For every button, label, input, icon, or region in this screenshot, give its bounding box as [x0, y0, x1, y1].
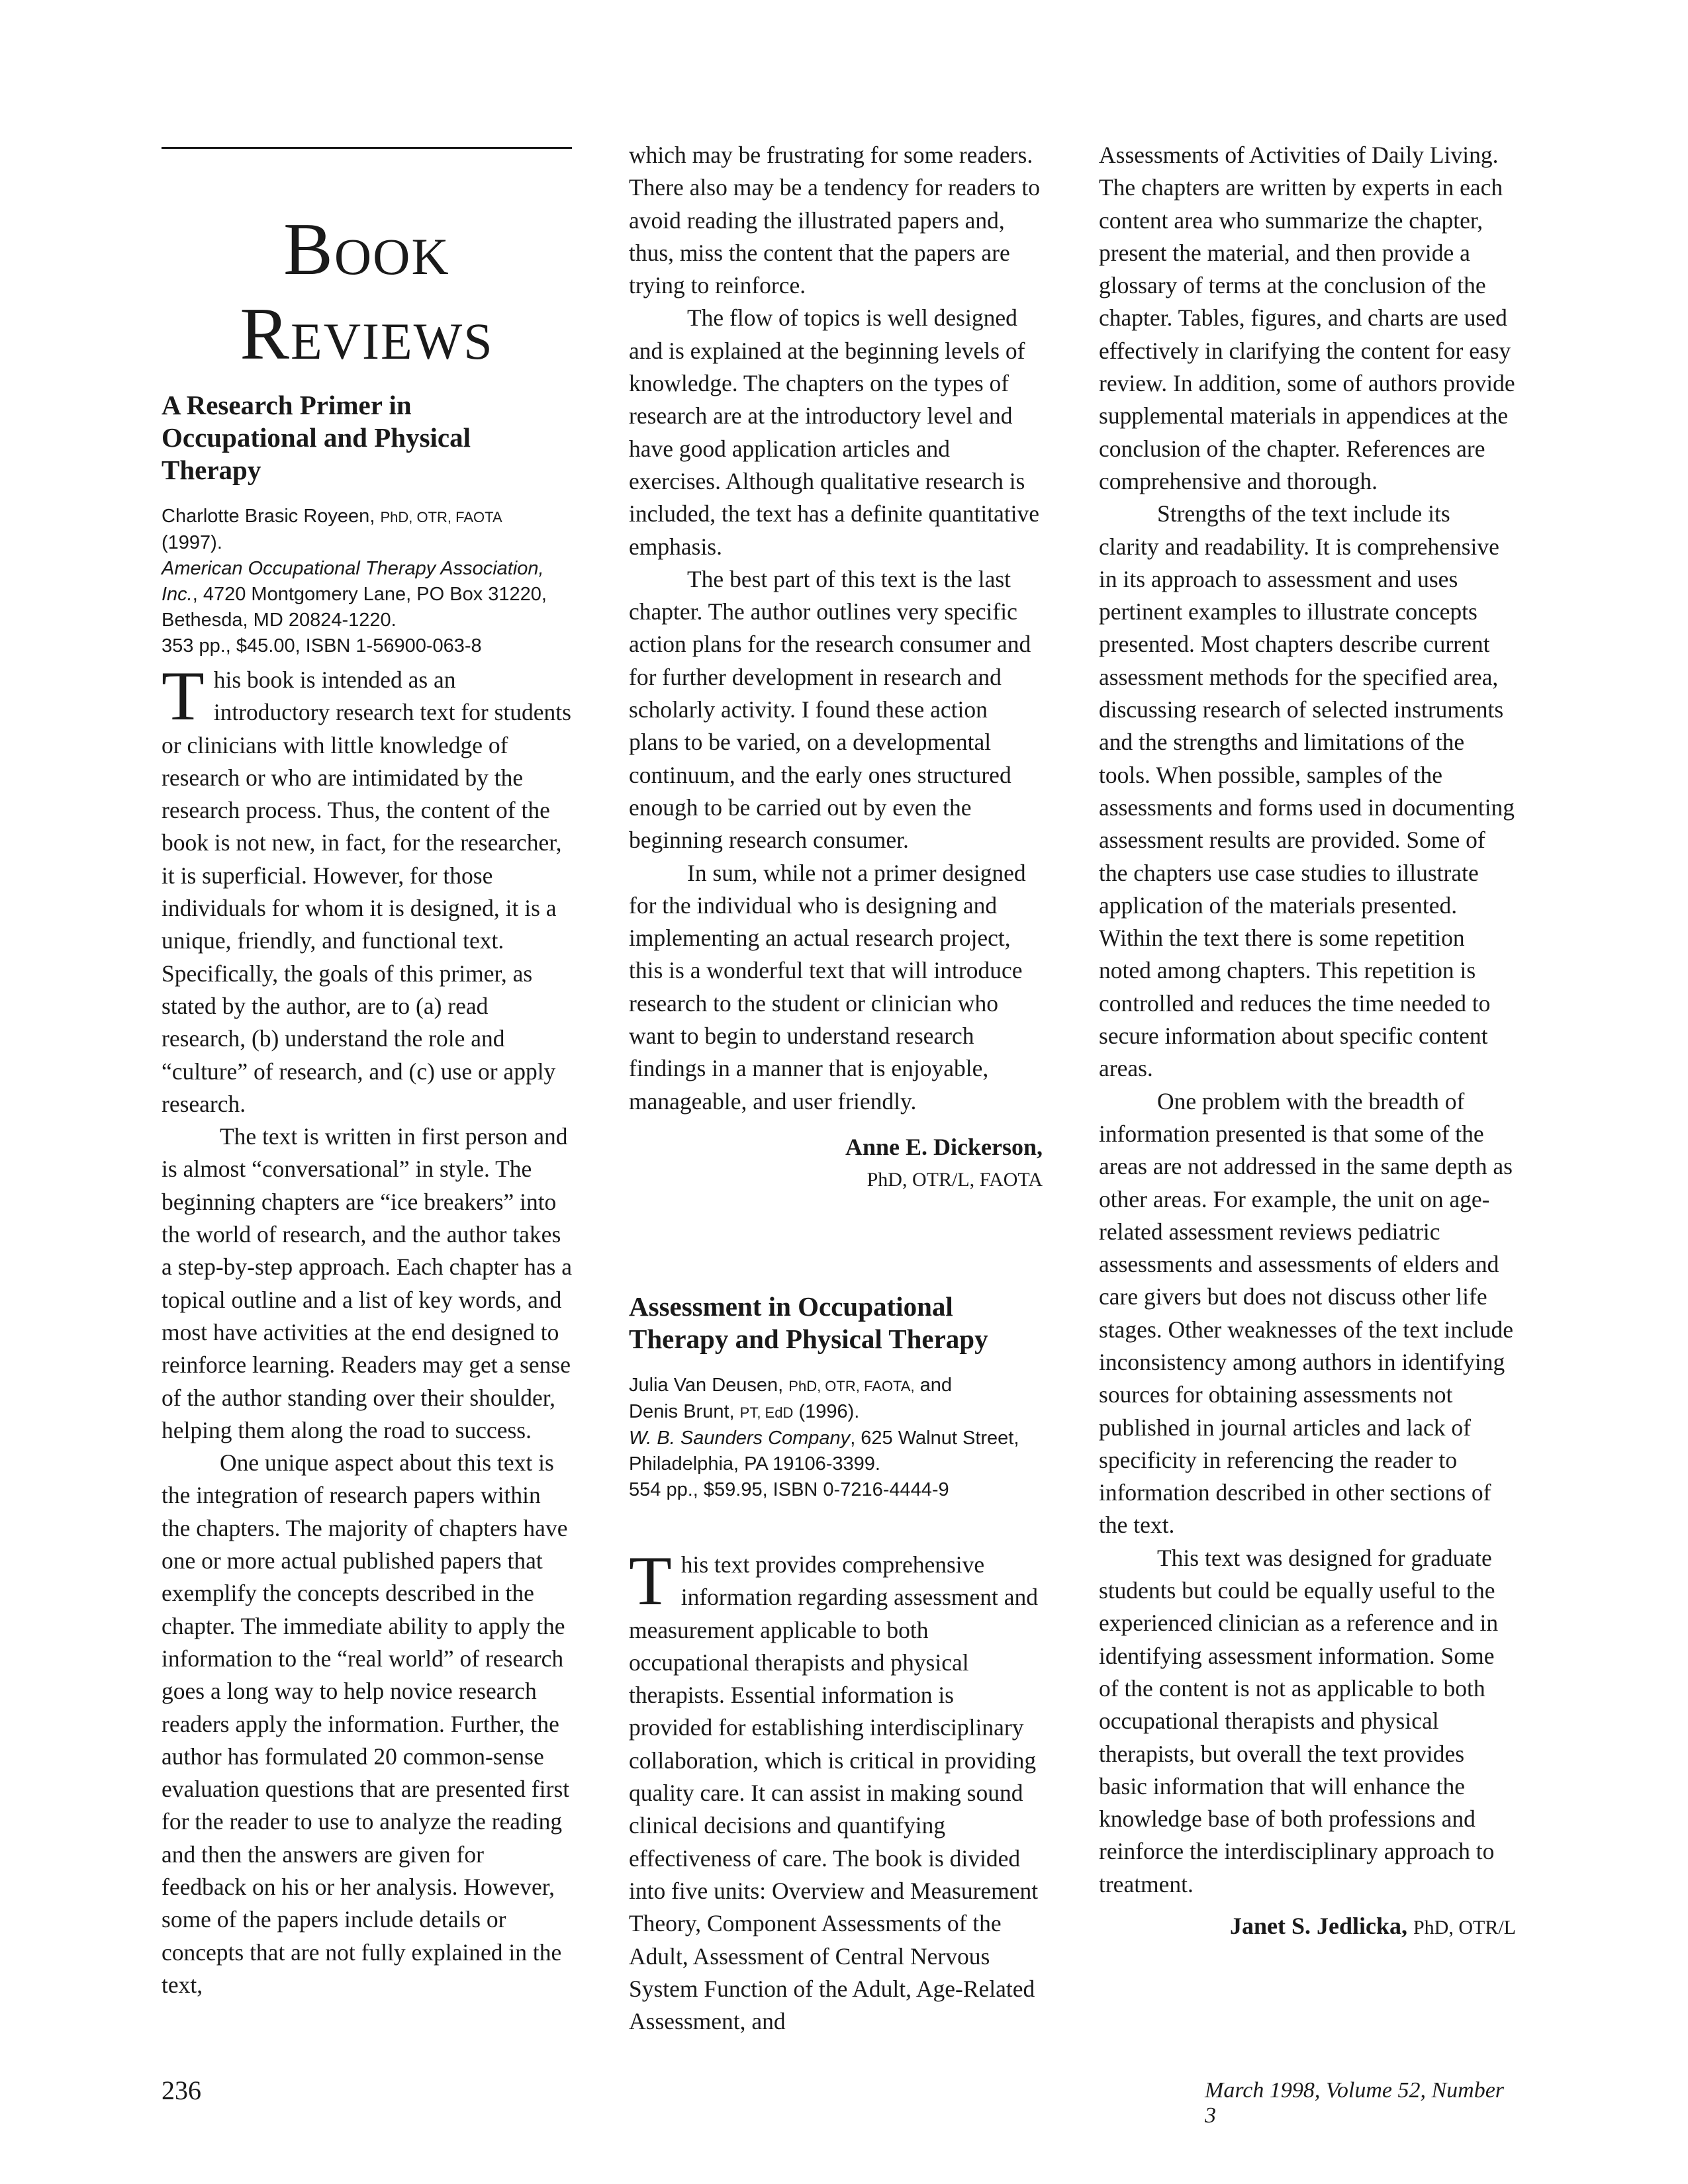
review-2-signature	[1099, 1910, 1516, 1944]
review-2-bibliography	[629, 1373, 1043, 1503]
review-1-body-part2	[629, 139, 1043, 1196]
review-2-author-2-credentials: PT, EdD	[739, 1404, 794, 1421]
review-2-header	[629, 1291, 1043, 1503]
review-1-signature	[629, 1131, 1043, 1196]
review-1-paragraph-6: In sum, while not a primer designed for the individual who is designing and implementing an actual research project, this is a wonderful text that will introduce research to the student or clinician who want to begin to understand research findings in a manner that is enjoyable, manageable, and user friendly.	[629, 859, 1026, 1115]
review-1-title: A Research Primer in Occupational and Physical Therapy	[162, 390, 471, 485]
review-1-paragraph-3: One unique aspect about this text is the integration of research papers within the chapters. The majority of chapters have one or more actual published papers that exemplify the concepts described in the chapter. The immediate ability to apply the information to the “real world” of research goes a long way to help novice research readers apply the information. Further, the author has formulated 20 common-sense evaluation questions that are presented first for the reader to use to analyze the reading and then the answers are given for feedback on his or her analysis. However, some of the papers include details or concepts that are not fully explained in the text,	[162, 1449, 570, 1998]
review-2-pages-price-isbn: 554 pp., $59.95, ISBN 0-7216-4444-9	[629, 1479, 949, 1500]
review-2-paragraph-1-continued: Assessments of Activities of Daily Living. The chapters are written by experts in each content area who summarize the chapter, present the material, and then provide a glossary of terms at the conclusion of the chapter. Tables, figures, and charts are used effectively in clarifying the content for easy review. In addition, some of authors provide supplemental materials in appendices at the conclusion of the chapter. References are comprehensive and thorough.	[1099, 142, 1515, 494]
section-rule	[162, 147, 572, 149]
review-1-reviewer-name: Anne E. Dickerson,	[845, 1133, 1043, 1160]
review-1-paragraph-5: The best part of this text is the last chapter. The author outlines very specific action plans for the research consumer and for further development in research and scholarly activity. I found these action plans to be varied, on a developmental continuum, and the early ones structured enough to be carried out by even the beginning research consumer.	[629, 565, 1031, 854]
section-title	[162, 207, 572, 377]
review-2-dropcap: T	[629, 1542, 672, 1619]
review-1-bibliography	[162, 504, 572, 659]
review-1-header	[162, 389, 572, 659]
review-2-title: Assessment in Occupational Therapy and Physical Therapy	[629, 1291, 988, 1354]
review-2-author-1: Julia Van Deusen,	[629, 1375, 784, 1396]
review-2-author-2: Denis Brunt,	[629, 1401, 735, 1422]
review-2-publisher-address: , 625 Walnut Street, Philadelphia, PA 19106-3399.	[629, 1428, 1019, 1475]
section-title-line1: Book	[283, 208, 450, 291]
review-1-dropcap: T	[162, 657, 205, 735]
review-2-paragraph-3: One problem with the breadth of information presented is that some of the areas are not addressed in the same depth as other areas. For example, the unit on age-related assessment reviews pediatric assessments and assessments of elders and care givers but does not discuss other life stages. Other weaknesses of the text include inconsistency among authors in identifying sources for obtaining assessments not published in journal articles and lack of specificity in referencing the reader to information described in other sections of the text.	[1099, 1087, 1513, 1539]
review-2-body-part1	[629, 1542, 1043, 2038]
review-1-publisher: American Occupational Therapy Association, Inc.	[162, 558, 544, 605]
review-1-author: Charlotte Brasic Royeen,	[162, 506, 375, 527]
review-1-publisher-address: , 4720 Montgomery Lane, PO Box 31220, Bethesda, MD 20824-1220.	[162, 584, 547, 631]
review-2-paragraph-1: This text provides comprehensive information regarding assessment and measurement applicable to both occupational therapists and physical therapists. Essential information is provided for establishing interdisciplinary collaboration, which is critical in providing quality care. It can assist in making sound clinical decisions and quantifying effectiveness of care. The book is divided into five units: Overview and Measurement Theory, Component Assessments of the Adult, Assessment of Central Nervous System Function of the Adult, Age-Related Assessment, and	[629, 1542, 1039, 2035]
review-1-author-credentials: PhD, OTR, FAOTA	[380, 509, 502, 525]
review-2-publisher: W. B. Saunders Company	[629, 1428, 851, 1449]
review-2-paragraph-4: This text was designed for graduate students but could be equally useful to the experienced clinician as a reference and in identifying assessment information. Some of the content is not as applicable to both occupational therapists and physical therapists, but overall the text provides basic information that will enhance the knowledge base of both professions and reinforce the interdisciplinary approach to treatment.	[1099, 1544, 1499, 1897]
review-2-year: (1996).	[798, 1401, 860, 1422]
review-2-reviewer-name: Janet S. Jedlicka,	[1229, 1913, 1407, 1940]
review-2-authors-and: and	[919, 1375, 953, 1396]
review-1-paragraph-2: The text is written in first person and is almost “conversational” in style. The beginning chapters are “ice breakers” into the world of research, and the author takes a step-by-step approach. Each chapter has a topical outline and a list of key words, and most have activities at the end designed to reinforce learning. Readers may get a sense of the author standing over their shoulder, helping them along the road to success.	[162, 1123, 572, 1443]
section-title-line2: Reviews	[240, 293, 494, 376]
issue-info: March 1998, Volume 52, Number 3	[1205, 2078, 1505, 2128]
review-1-year: (1997).	[162, 532, 222, 553]
page-number: 236	[162, 2075, 201, 2105]
review-1-paragraph-3-continued: which may be frustrating for some readers. There also may be a tendency for readers to avoid reading the illustrated papers and, thus, miss the content that the papers are trying to reinforce.	[629, 142, 1040, 299]
review-2-author-1-credentials: PhD, OTR, FAOTA,	[788, 1378, 915, 1394]
review-1-paragraph-1: This book is intended as an introductory research text for students or clinicians with little knowledge of research or who are intimidated by the research process. Thus, the content of the book is not new, in fact, for the researcher, it is superficial. However, for those individuals for whom it is designed, it is a unique, friendly, and functional text. Specifically, the goals of this primer, as stated by the author, are to (a) read research, (b) understand the role and “culture” of research, and (c) use or apply research.	[162, 657, 571, 1117]
review-1-pages-price-isbn: 353 pp., $45.00, ISBN 1-56900-063-8	[162, 635, 482, 657]
review-1-body-part1	[162, 657, 572, 2001]
review-1-paragraph-4: The flow of topics is well designed and is explained at the beginning levels of knowledge. The chapters on the types of research are at the introductory level and have good application articles and exercises. Although qualitative research is included, the text has a definite quantitative emphasis.	[629, 304, 1040, 560]
review-2-body-part2	[1099, 139, 1516, 1944]
review-2-paragraph-2: Strengths of the text include its clarity and readability. It is comprehensive in its approach to assessment and uses pertinent examples to illustrate concepts presented. Most chapters describe current assessment methods for the specified area, discussing research of selected instruments and the strengths and limitations of the tools. When possible, samples of the assessments and forms used in documenting assessment results are provided. Some of the chapters use case studies to illustrate application of the materials presented. Within the text there is some repetition noted among chapters. This repetition is controlled and reduces the time needed to secure information about specific content areas.	[1099, 500, 1515, 1082]
review-1-reviewer-credentials: PhD, OTR/L, FAOTA	[867, 1168, 1043, 1191]
review-2-reviewer-credentials: PhD, OTR/L	[1413, 1917, 1516, 1939]
